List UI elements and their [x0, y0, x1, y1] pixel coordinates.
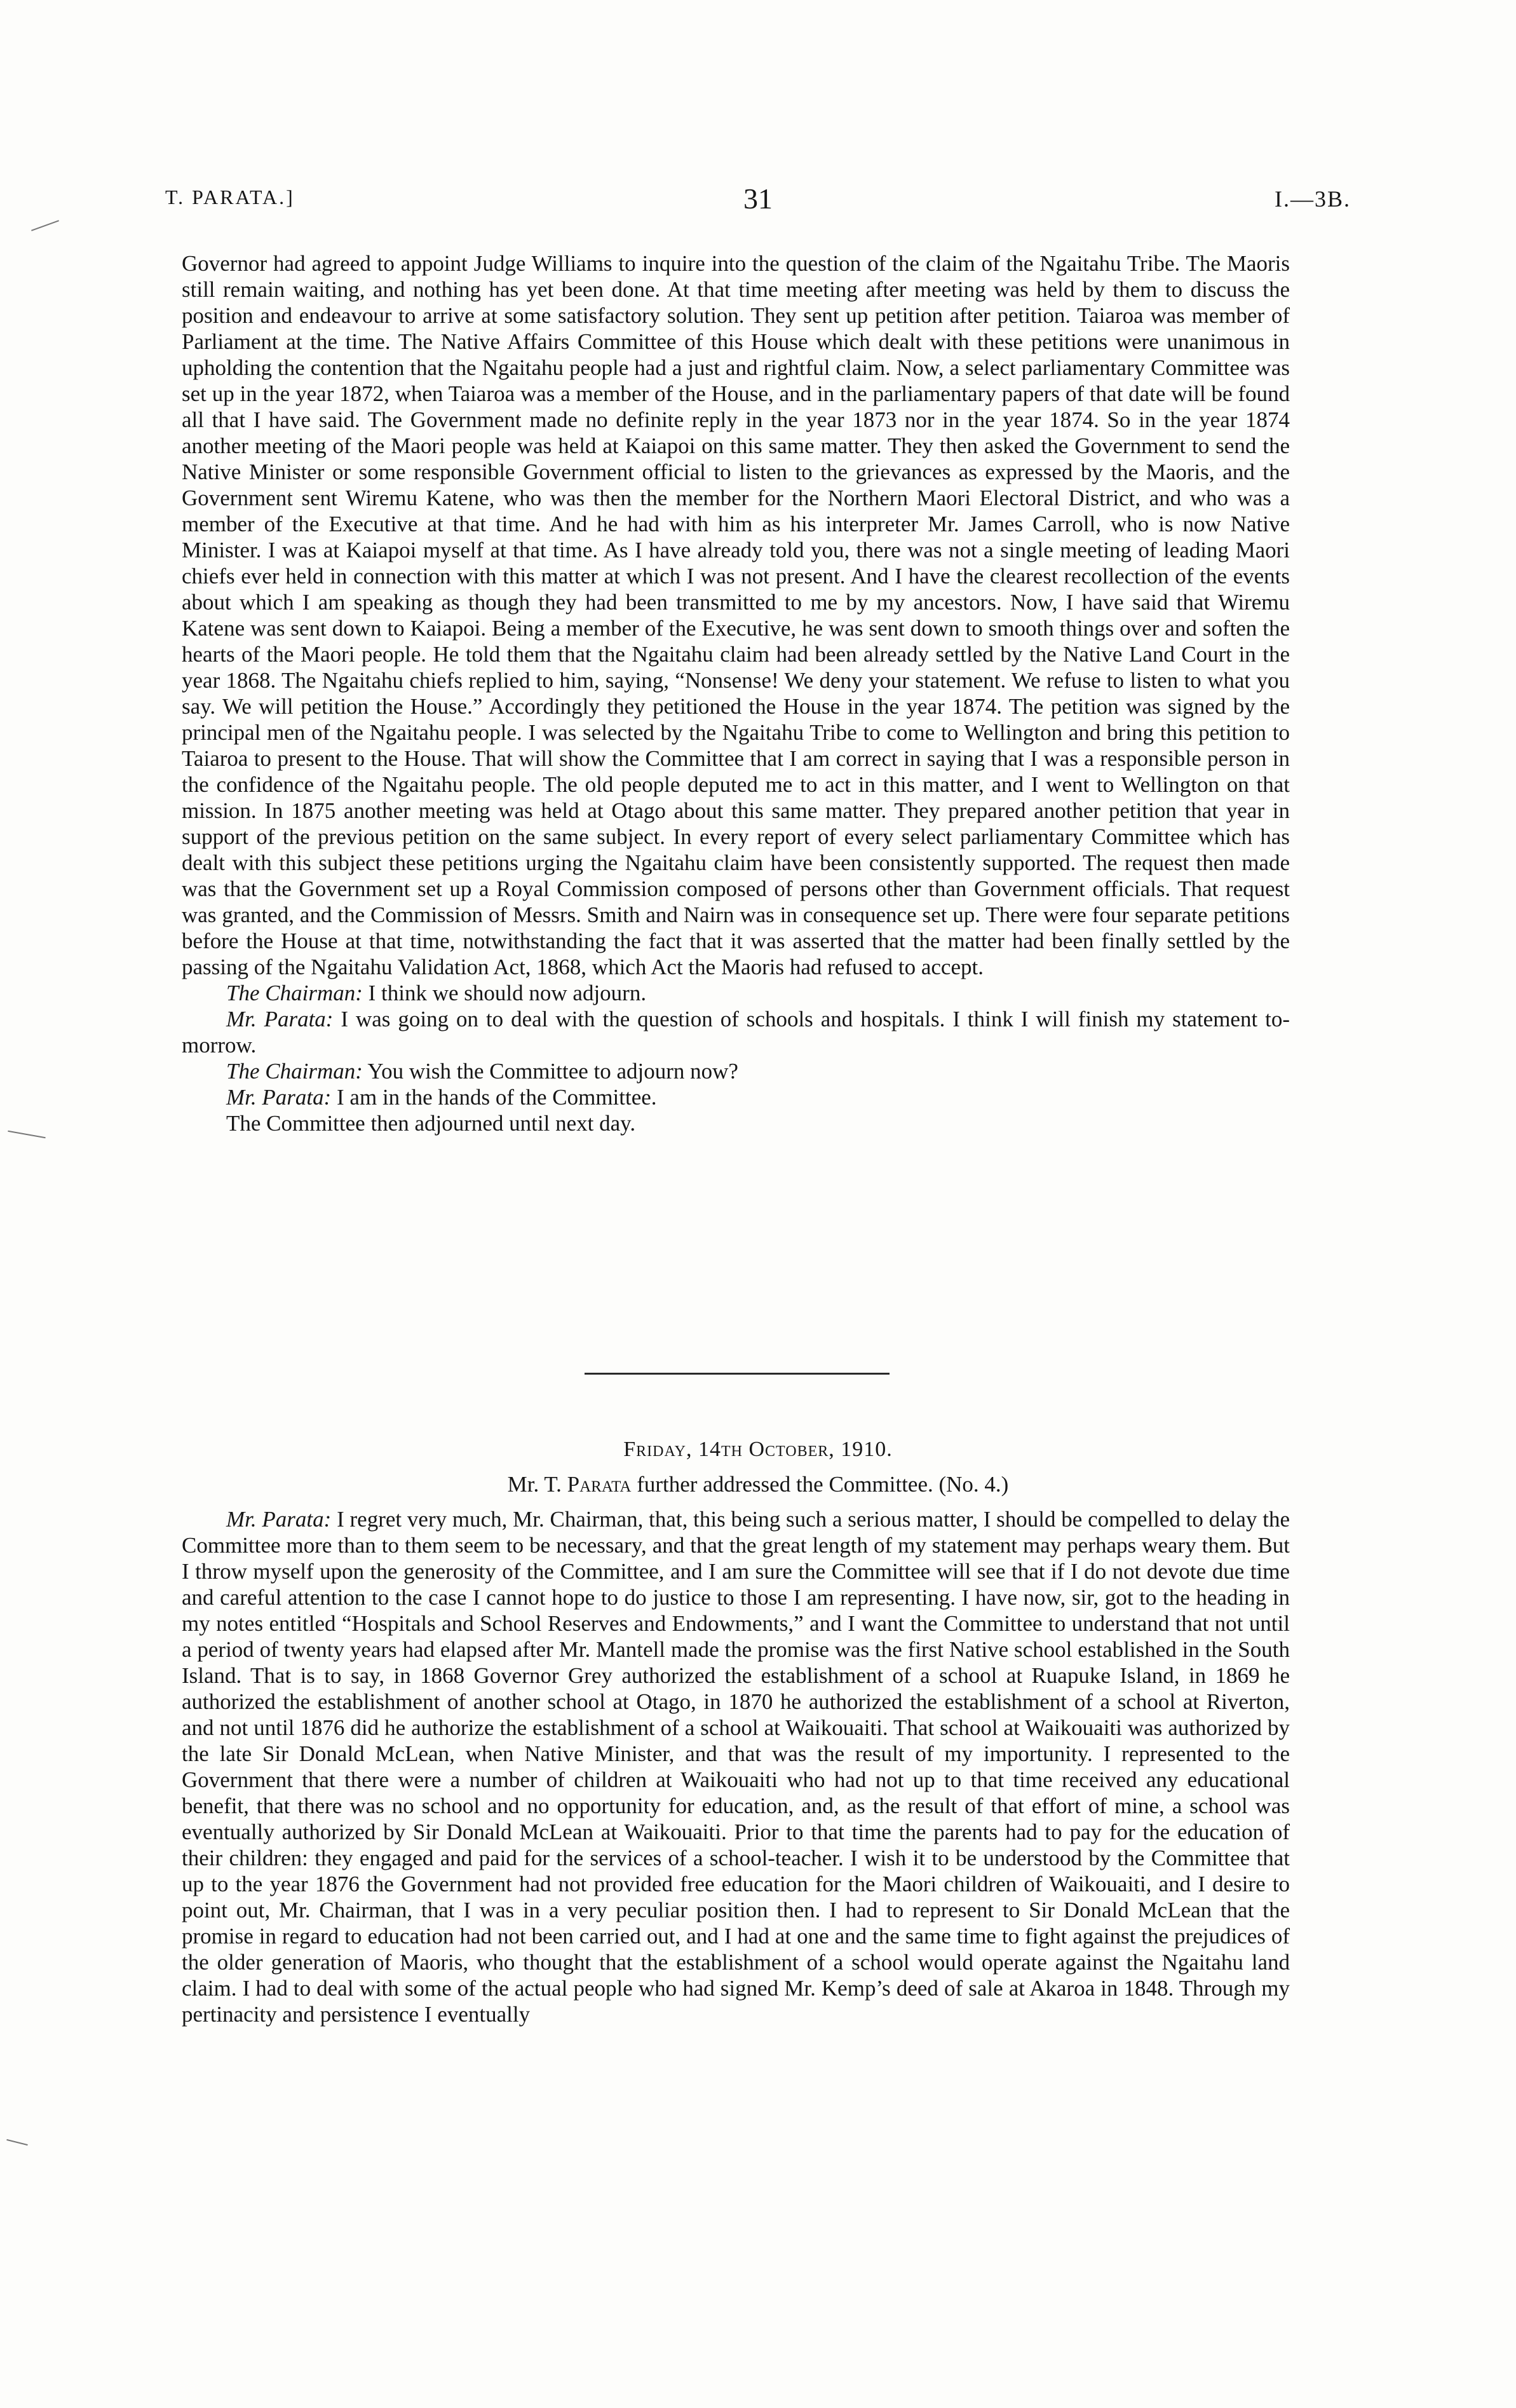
margin-mark	[31, 220, 59, 231]
body-paragraph: The Committee then adjourned until next day.	[226, 1111, 636, 1136]
body-paragraph: Governor had agreed to appoint Judge Williams to inquire into the question of the claim of the Ngaitahu Tribe. The Maoris still remain waiting, and nothing has yet been done. At that time meeting after meeting was held by them to discuss the position and endeavour to arrive at some satisfactory solution. They sent up petition after petition. Taiaroa was member of Parliament at the time. The Native Affairs Committee of this House which dealt with these petitions were unanimous in upholding the contention that the Ngaitahu people had a just and rightful claim. Now, a select parliamentary Committee was set up in the year 1872, when Taiaroa was a member of the House, and in the parliamentary papers of that date will be found all that I have said. The Government made no definite reply in the year 1873 nor in the year 1874. So in the year 1874 another meeting of the Maori people was held at Kaiapoi on this same matter. They then asked the Government to send the Native Minister or some responsible Government official to listen to the grievances as expressed by the Maoris, and the Government sent Wiremu Katene, who was then the member for the Northern Maori Electoral District, and who was a member of the Executive at that time. And he had with him as his interpreter Mr. James Carroll, who is now Native Minister. I was at Kaiapoi myself at that time. As I have already told you, there was not a single meeting of leading Maori chiefs ever held in connection with this matter at which I was not present. And I have the clearest recollection of the events about which I am speaking as though they had been transmitted to me by my ancestors. Now, I have said that Wiremu Katene was sent down to Kaiapoi. Being a member of the Executive, he was sent down to smooth things over and soften the hearts of the Maori people. He told them that the Ngaitahu claim had been already settled by the Native Land Court in the year 1868. The Ngaitahu chiefs replied to him, saying, “Nonsense! We deny your statement. We refuse to listen to what you say. We will petition the House.” Accordingly they petitioned the House in the year 1874. The petition was signed by the principal men of the Ngaitahu people. I was selected by the Ngaitahu Tribe to come to Wellington and bring this petition to Taiaroa to present to the House. That will show the Committee that I am correct in saying that I was a responsible person in the confidence of the Ngaitahu people. The old people deputed me to act in this matter, and I went to Wellington on that mission. In 1875 another meeting was held at Otago about this same matter. They prepared another petition that year in support of the previous petition on the same subject. In every report of every select parliamentary Committee which has dealt with this subject these petitions urging the Ngaitahu claim have been consistently supported. The request then made was that the Government set up a Royal Commission composed of persons other than Government officials. That request was granted, and the Commission of Messrs. Smith and Nairn was in consequence set up. There were four separate petitions before the House at that time, notwithstanding the fact that it was asserted that the matter had been finally settled by the passing of the Ngaitahu Validation Act, 1868, which Act the Maoris had refused to accept.	[182, 251, 1290, 979]
header-left: T. PARATA.]	[165, 186, 295, 208]
section-divider	[585, 1373, 890, 1375]
proceedings-section-2	[182, 1506, 1290, 2027]
page-number: 31	[743, 182, 773, 215]
speaker-name: Parata	[567, 1472, 632, 1497]
margin-mark	[6, 2139, 27, 2146]
speaker-paragraph: Mr. Parata: I was going on to deal with the question of schools and hospitals. I think I will finish my statement to-morrow.	[182, 1007, 1290, 1058]
speaker-label: Mr. Parata:	[226, 1507, 332, 1532]
speaker-paragraph: The Chairman: You wish the Committee to adjourn now?	[226, 1059, 738, 1084]
running-header	[165, 182, 1351, 216]
header-right: I.—3B.	[1275, 186, 1351, 212]
proceedings-section-1	[182, 250, 1290, 1136]
speaker-label: The Chairman:	[226, 981, 363, 1005]
speaker-label: Mr. Parata:	[226, 1085, 332, 1110]
speaker-paragraph: Mr. Parata: I regret very much, Mr. Chairman, that, this being such a serious matter, I should be compelled to delay the Committee more than to them seem to be necessary, and that the great length of my statement may perhaps weary them. But I throw myself upon the generosity of the Committee, and I am sure the Committee will see that if I do not devote due time and careful attention to the case I cannot hope to do justice to those I am representing. I have now, sir, got to the heading in my notes entitled “Hospitals and School Reserves and Endowments,” and I want the Committee to understand that not until a period of twenty years had elapsed after Mr. Mantell made the promise was the first Native school established in the South Island. That is to say, in 1868 Governor Grey authorized the establishment of a school at Ruapuke Island, in 1869 he authorized the establishment of another school at Otago, in 1870 he authorized the establishment of a school at Riverton, and not until 1876 did he authorize the establishment of a school at Waikouaiti. That school at Waikouaiti was authorized by the late Sir Donald McLean, when Native Minister, and that was the result of my importunity. I represented to the Government that there were a number of children at Waikouaiti who had not up to that time received any educational benefit, that there was no school and no opportunity for education, and, as the result of that effort of mine, a school was eventually authorized by Sir Donald McLean at Waikouaiti. Prior to that time the parents had to pay for the education of their children: they engaged and paid for the services of a school-teacher. I wish it to be understood by the Committee that up to the year 1876 the Government had not provided free education for the Maori children of Waikouaiti, and I desire to point out, Mr. Chairman, that I was in a very peculiar position then. I had to represent to Sir Donald McLean that the promise in regard to education had not been carried out, and I had at one and the same time to fight against the prejudices of the older generation of Maoris, who thought that the establishment of a school would operate against the Ngaitahu land claim. I had to deal with some of the actual people who had signed Mr. Kemp’s deed of sale at Akaroa in 1848. Through my pertinacity and persistence I eventually	[182, 1507, 1290, 2027]
speaker-label: The Chairman:	[226, 1059, 363, 1084]
speaker-paragraph: Mr. Parata: I am in the hands of the Committee.	[226, 1085, 657, 1110]
session-date: Friday, 14th October, 1910.	[623, 1438, 893, 1461]
speaker-paragraph: The Chairman: I think we should now adjourn.	[226, 981, 647, 1005]
speaker-label: Mr. Parata:	[226, 1007, 334, 1031]
session-subheading: Mr. T. Parata further addressed the Committee. (No. 4.)	[507, 1472, 1009, 1497]
margin-mark	[8, 1131, 45, 1138]
